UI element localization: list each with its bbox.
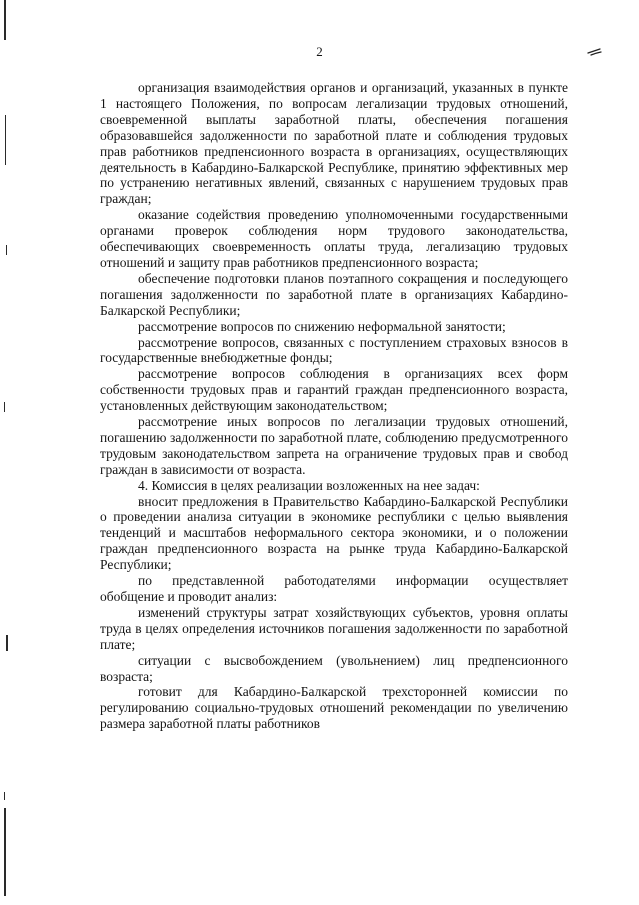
paragraph: организация взаимодействия органов и организаций, указанных в пункте 1 настоящего Положения, по вопросам легализации трудовых отношений, своевременной выплаты заработной платы, обеспечения погашения образовавшейся задолженности по заработной плате и соблюдения трудовых прав работников предпенсионного возраста в организациях, осуществляющих деятельность в Кабардино-Балкарской Республике, принятию эффективных мер по устранению негативных явлений, связанных с нарушением трудовых прав граждан; [100, 80, 568, 207]
document-body [100, 80, 568, 732]
paragraph: рассмотрение вопросов по снижению неформальной занятости; [138, 318, 506, 334]
paragraph: вносит предложения в Правительство Кабардино-Балкарской Республики о проведении анализа ситуации в экономике республики с целью выявления тенденций и масштабов неформального сектора экономики, и о положении граждан предпенсионного возраста на рынке труда Кабардино-Балкарской Республики; [100, 493, 568, 573]
paragraph: рассмотрение вопросов соблюдения в организациях всех форм собственности трудовых прав и гарантий граждан предпенсионного возраста, установленных действующим законодательством; [100, 366, 568, 414]
paragraph: готовит для Кабардино-Балкарской трехсторонней комиссии по регулированию социально-трудовых отношений рекомендации по увеличению размера заработной платы работников [100, 684, 568, 732]
paragraph: изменений структуры затрат хозяйствующих субъектов, уровня оплаты труда в целях определения источников погашения задолженности по заработной плате; [100, 604, 568, 652]
paragraph: по представленной работодателями информации осуществляет обобщение и проводит анализ: [100, 573, 568, 604]
paragraph: рассмотрение иных вопросов по легализации трудовых отношений, погашению задолженности по заработной плате, соблюдению предусмотренного трудовым законодательством запрета на ограничение трудовых прав и свобод граждан в зависимости от возраста. [100, 414, 568, 477]
pen-mark-icon [585, 44, 605, 58]
page-number: 2 [316, 44, 323, 59]
scan-mark [6, 635, 8, 651]
paragraph: 4. Комиссия в целях реализации возложенных на нее задач: [138, 477, 480, 493]
scan-mark [4, 808, 6, 896]
paragraph: обеспечение подготовки планов поэтапного сокращения и последующего погашения задолженности по заработной плате в организациях Кабардино-Балкарской Республики; [100, 270, 568, 318]
paragraph: рассмотрение вопросов, связанных с поступлением страховых взносов в государственные внебюджетные фонды; [100, 334, 568, 366]
scan-mark [5, 115, 6, 165]
scan-mark [6, 245, 7, 255]
scan-mark [4, 0, 6, 40]
paragraph: ситуации с высвобождением (увольнением) лиц предпенсионного возраста; [100, 652, 568, 684]
scan-mark [4, 402, 5, 412]
paragraph: оказание содействия проведению уполномоченными государственными органами проверок соблюдения норм трудового законодательства, обеспечивающих своевременность оплаты труда, легализацию трудовых отношений и защиту прав работников предпенсионного возраста; [100, 207, 568, 270]
scan-mark [4, 792, 5, 800]
